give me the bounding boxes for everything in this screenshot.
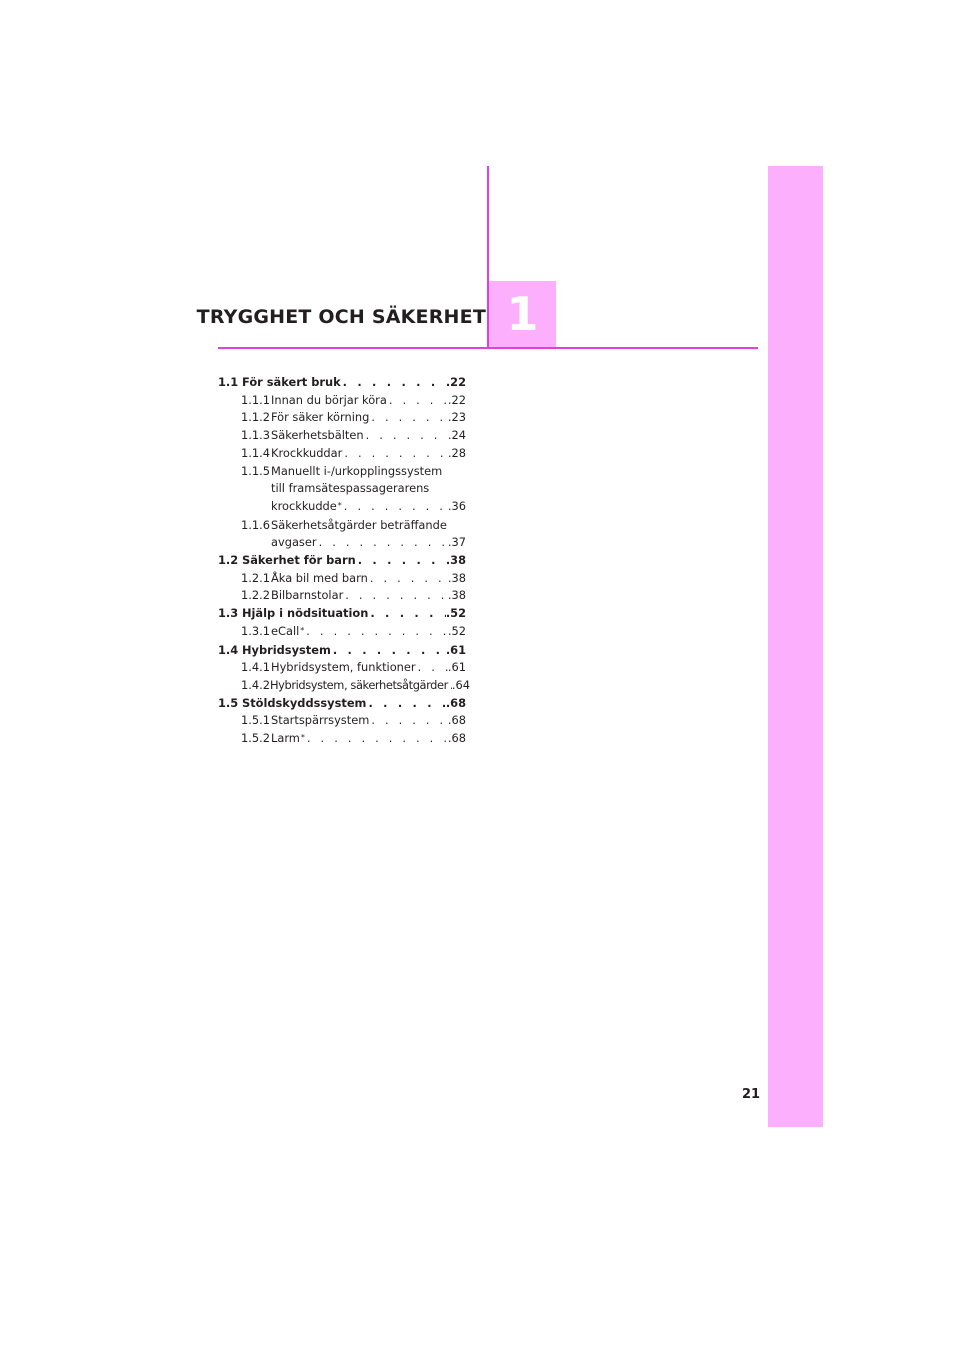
toc-entry-title: Säkerhet för barn <box>242 553 356 568</box>
toc-entry-page: .28 <box>447 445 466 460</box>
toc-entry-title: Åka bil med barn <box>271 570 368 585</box>
toc-entry-title: Hybridsystem <box>242 642 331 657</box>
toc-entry-page: .24 <box>447 428 466 443</box>
toc-entry-page: .68 <box>447 731 466 746</box>
toc-entry-title: Hybridsystem, funktioner <box>271 660 416 675</box>
toc-entry[interactable]: 1.1.2 För säker körning . . . .23 <box>218 409 466 427</box>
toc-entry-title-line: Manuellt i-/urkopplingssystem <box>271 463 443 478</box>
chapter-title: TRYGGHET OCH SÄKERHET <box>196 306 486 328</box>
toc-entry-title: För säkert bruk <box>242 375 341 389</box>
toc-entry-page: .36 <box>447 498 466 513</box>
toc-entry-title: Startspärrsystem <box>271 713 370 728</box>
toc-entry[interactable]: 1.2.1 Åka bil med barn . . . .38 <box>218 570 466 588</box>
toc-entry-title: Innan du börjar köra <box>271 392 387 407</box>
toc-entry-page: .61 <box>445 642 466 657</box>
toc-entry-page: .22 <box>445 375 466 389</box>
toc-entry-page: .68 <box>445 695 466 710</box>
toc-entry-page: .38 <box>445 553 466 568</box>
toc-entry[interactable]: 1.1.6 Säkerhetsåtgärder beträffande <box>218 517 466 535</box>
page-number: 21 <box>742 1087 761 1102</box>
toc-entry[interactable]: 1.1.4 Krockkuddar . . . .28 <box>218 445 466 463</box>
toc-entry-title: Bilbarnstolar <box>271 588 344 603</box>
toc-entry-page: .37 <box>447 535 466 550</box>
toc-entry[interactable]: 1.1 För säkert bruk . . . .22 <box>218 374 466 392</box>
chapter-number-box <box>489 281 556 347</box>
toc-entry-title: eCall <box>271 623 300 638</box>
toc-entry-page: .22 <box>447 392 466 407</box>
toc-entry-title: Hybridsystem, säkerhetsåtgärder <box>269 677 448 692</box>
toc-entry-continuation <box>218 480 466 498</box>
toc-entry-title: Krockkuddar <box>271 445 343 460</box>
toc-entry-page: .52 <box>447 623 466 638</box>
toc-entry[interactable]: 1.2.2 Bilbarnstolar . . . .38 <box>218 587 466 605</box>
toc-entry[interactable]: 1.1.3 Säkerhetsbälten . . . .24 <box>218 427 466 445</box>
toc-entry-page: .61 <box>447 660 466 675</box>
asterisk-mark: * <box>300 733 305 743</box>
toc-entry-continuation <box>218 498 466 517</box>
toc-entry[interactable]: 1.4.1 Hybridsystem, funktioner . . . .61 <box>218 659 466 677</box>
asterisk-mark: * <box>337 500 342 510</box>
toc-entry[interactable]: 1.5 Stöldskyddssystem . . . .68 <box>218 695 466 713</box>
toc-entry[interactable]: 1.4.2 Hybridsystem, säkerhetsåtgärder . . . .64 <box>218 677 466 695</box>
chapter-side-tab <box>768 166 823 1127</box>
toc-entry[interactable]: 1.1.5 Manuellt i-/urkopplingssystem <box>218 463 466 481</box>
chapter-number: 1 <box>506 287 539 341</box>
toc-entry-title-line: krockkudde <box>271 498 337 513</box>
toc-entry-title-line: till framsätespassagerarens <box>271 481 430 496</box>
toc-entry-page: .68 <box>447 713 466 728</box>
toc-entry-page: .52 <box>445 606 466 621</box>
toc-entry-page: .38 <box>447 570 466 585</box>
toc-entry[interactable]: 1.1.1 Innan du börjar köra . . . .22 <box>218 392 466 410</box>
toc-entry-title: Hjälp i nödsituation <box>242 606 369 621</box>
toc-entry-continuation <box>218 534 466 552</box>
toc-entry[interactable]: 1.4 Hybridsystem . . . .61 <box>218 642 466 660</box>
table-of-contents <box>218 374 471 749</box>
toc-entry[interactable]: 1.5.2 Larm * . . . .68 <box>218 730 466 749</box>
toc-entry-title: Stöldskyddssystem <box>242 695 367 710</box>
toc-entry[interactable]: 1.3 Hjälp i nödsituation . . . .52 <box>218 605 466 623</box>
toc-entry[interactable]: 1.3.1 eCall * . . . .52 <box>218 623 466 642</box>
toc-entry[interactable]: 1.2 Säkerhet för barn . . . .38 <box>218 552 466 570</box>
toc-entry-title: För säker körning <box>271 410 370 425</box>
toc-entry-page: .64 <box>451 677 471 692</box>
toc-entry-page: .23 <box>447 410 466 425</box>
toc-entry-title-line: Säkerhetsåtgärder beträffande <box>271 517 447 532</box>
header-horizontal-rule <box>218 347 758 349</box>
toc-entry-title-line: avgaser <box>271 535 317 550</box>
toc-entry[interactable]: 1.5.1 Startspärrsystem . . . .68 <box>218 712 466 730</box>
asterisk-mark: * <box>300 625 305 635</box>
toc-entry-title: Larm <box>271 731 300 746</box>
toc-entry-title: Säkerhetsbälten <box>271 428 364 443</box>
toc-entry-page: .38 <box>447 588 466 603</box>
